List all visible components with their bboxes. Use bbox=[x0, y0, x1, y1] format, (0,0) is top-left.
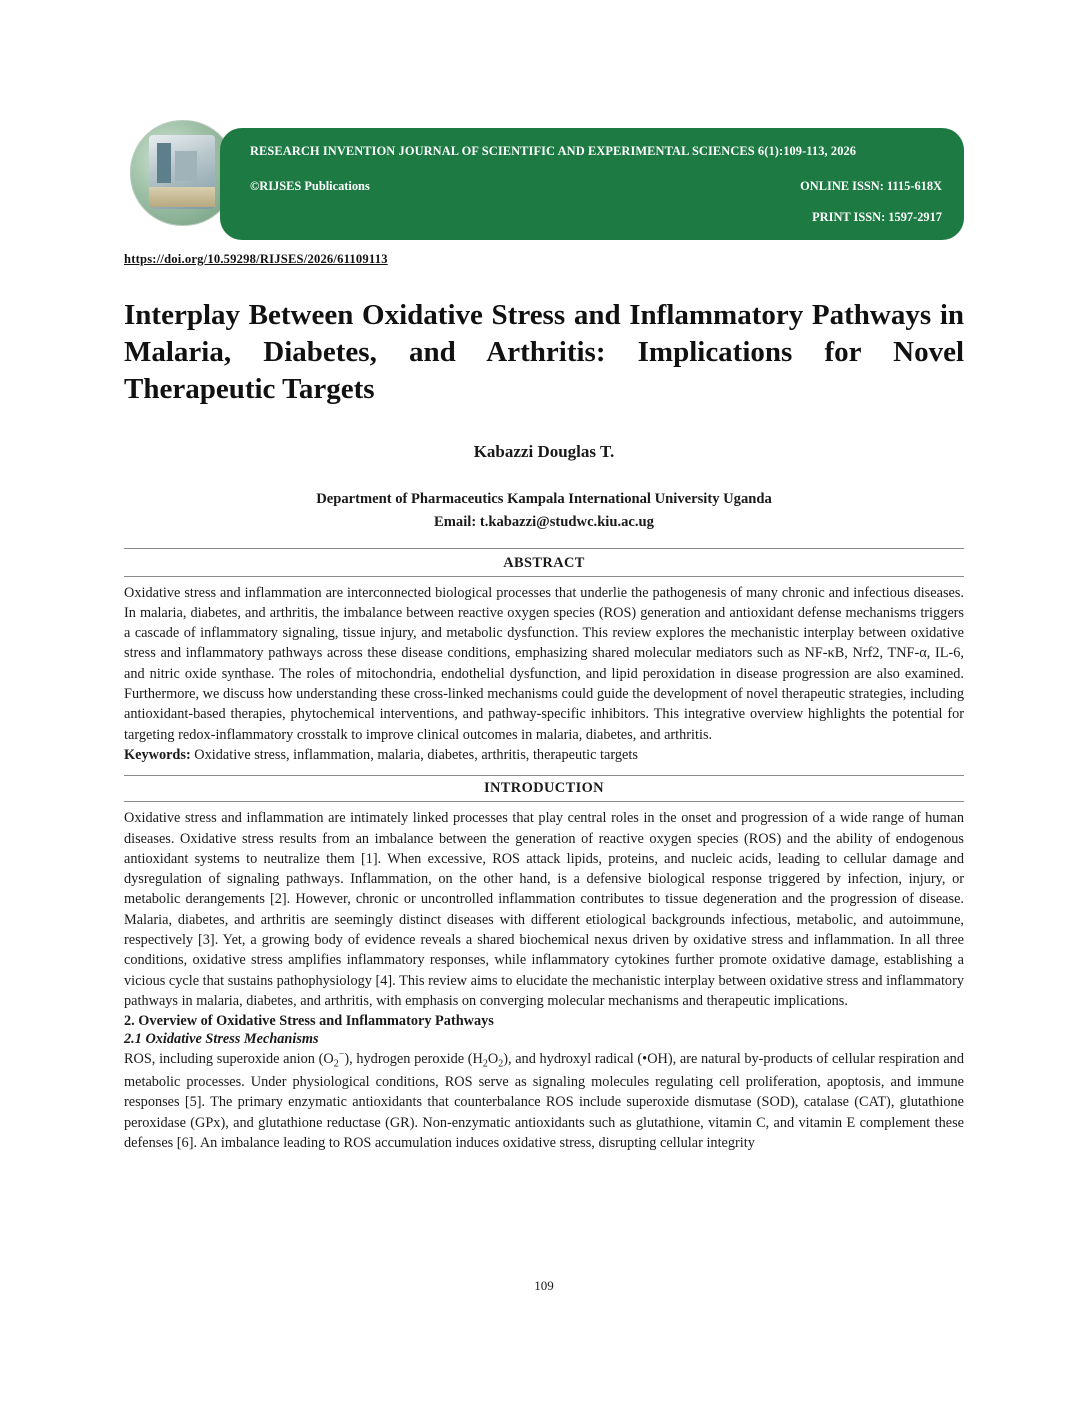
para-part-2: ), hydrogen peroxide (H bbox=[344, 1050, 483, 1067]
journal-online-issn: ONLINE ISSN: 1115-618X bbox=[800, 179, 942, 193]
journal-banner bbox=[220, 128, 964, 240]
para-sub-1: 2 bbox=[333, 1058, 339, 1070]
logo-shape-1 bbox=[157, 143, 171, 183]
page-content bbox=[124, 120, 964, 1153]
para-sub-3: 2 bbox=[498, 1058, 504, 1070]
author-email[interactable]: Email: t.kabazzi@studwc.kiu.ac.ug bbox=[434, 513, 654, 530]
abstract-heading: ABSTRACT bbox=[503, 554, 585, 571]
abstract-text: Oxidative stress and inflammation are interconnected biological processes that underlie the pathogenesis of many chronic and infectious diseases. In malaria, diabetes, and arthritis, the imbalance between reactive oxygen species (ROS) generation and antioxidant defense mechanisms triggers a cascade of inflammatory signaling, tissue injury, and metabolic dysfunction. This review explores the mechanistic interplay between oxidative stress and inflammatory pathways across these disease conditions, emphasizing shared molecular mediators such as NF-κB, Nrf2, TNF-α, IL-6, and nitric oxide synthase. The roles of mitochondria, endothelial dysfunction, and lipid peroxidation in disease progression are also examined. Furthermore, we discuss how understanding these cross-linked mechanisms could guide the development of novel therapeutic strategies, including antioxidant-based therapies, phytochemical interventions, and pathway-specific inhibitors. This integrative overview highlights the potential for targeting redox-inflammatory crosstalk to improve clinical outcomes in malaria, diabetes, and arthritis. bbox=[124, 584, 964, 743]
journal-print-issn: PRINT ISSN: 1597-2917 bbox=[812, 210, 942, 224]
journal-citation-line: RESEARCH INVENTION JOURNAL OF SCIENTIFIC AND EXPERIMENTAL SCIENCES 6(1):109-113, 2026 bbox=[250, 144, 857, 158]
keywords-text: Oxidative stress, inflammation, malaria, diabetes, arthritis, therapeutic targets bbox=[190, 746, 638, 763]
author-name: Kabazzi Douglas T. bbox=[473, 442, 615, 462]
introduction-paragraph: Oxidative stress and inflammation are intimately linked processes that play central roles in the onset and progression of a wide range of human diseases. Oxidative stress results from an imbalance between the generation of reactive oxygen species (ROS) and the ability of endogenous antioxidant systems to neutralize them [1]. When excessive, ROS attack lipids, proteins, and nucleic acids, leading to cellular damage and dysregulation of signaling pathways. Inflammation, on the other hand, is a defensive biological response triggered by infection, injury, or metabolic derangements [2]. However, chronic or uncontrolled inflammation contributes to tissue degeneration and the progression of disease. Malaria, diabetes, and arthritis are seemingly distinct diseases with different etiological backgrounds infectious, metabolic, and autoimmune, respectively [3]. Yet, a growing body of evidence reveals a shared biochemical nexus driven by oxidative stress and inflammation. In all three conditions, oxidative stress amplifies inflammatory responses, while inflammatory cytokines further promote oxidative damage, establishing a vicious cycle that sustains pathophysiology [4]. This review aims to elucidate the mechanistic interplay between oxidative stress and inflammatory pathways in malaria, diabetes, and arthritis, with emphasis on converging molecular mechanisms and therapeutic implications. bbox=[124, 810, 964, 1009]
page-title: Interplay Between Oxidative Stress and Inflammatory Pathways in Malaria, Diabetes, and Arthritis: Implications for Novel Therapeutic Targets bbox=[124, 299, 964, 406]
para-sup-1: − bbox=[338, 1049, 345, 1061]
affiliation-line: Department of Pharmaceutics Kampala International University Uganda bbox=[316, 491, 772, 508]
para-sub-2: 2 bbox=[482, 1058, 488, 1070]
journal-header bbox=[124, 120, 964, 248]
para-part-1: ROS, including superoxide anion (O bbox=[124, 1050, 334, 1067]
section2-heading: 2. Overview of Oxidative Stress and Inflammatory Pathways bbox=[124, 1013, 494, 1030]
page-number: 109 bbox=[534, 1278, 554, 1293]
author-affiliation bbox=[124, 488, 964, 533]
introduction-heading: INTRODUCTION bbox=[484, 780, 604, 797]
para-part-4: ), and hydroxyl radical (•OH), are natural by-products of cellular respiration and metabolic processes. Under physiological conditions, ROS serve as signaling molecules regulating cell proliferation, apoptosis, and immune responses [5]. The primary enzymatic antioxidants that counterbalance ROS include superoxide dismutase (SOD), catalase (CAT), glutathione peroxidase (GPx), and glutathione reductase (GR). Non-enzymatic antioxidants such as glutathione, vitamin C, and vitamin E complement these defenses [6]. An imbalance leading to ROS accumulation induces oxidative stress, disrupting cellular integrity bbox=[124, 1050, 964, 1151]
journal-banner-row2 bbox=[250, 179, 942, 194]
section2-paragraph bbox=[124, 1048, 964, 1153]
keywords-label: Keywords: bbox=[124, 746, 191, 763]
divider-below-introduction-heading bbox=[124, 801, 964, 802]
divider-below-abstract-heading bbox=[124, 576, 964, 577]
para-part-3: O bbox=[487, 1050, 499, 1067]
logo-base bbox=[149, 187, 215, 207]
section2-subheading: 2.1 Oxidative Stress Mechanisms bbox=[124, 1031, 319, 1048]
divider-above-abstract bbox=[124, 548, 964, 549]
journal-publisher: ©RIJSES Publications bbox=[250, 179, 370, 193]
doi-link[interactable]: https://doi.org/10.59298/RIJSES/2026/61109113 bbox=[124, 252, 388, 266]
logo-shape-2 bbox=[175, 151, 197, 181]
divider-above-introduction bbox=[124, 775, 964, 776]
keywords-line bbox=[124, 745, 964, 765]
